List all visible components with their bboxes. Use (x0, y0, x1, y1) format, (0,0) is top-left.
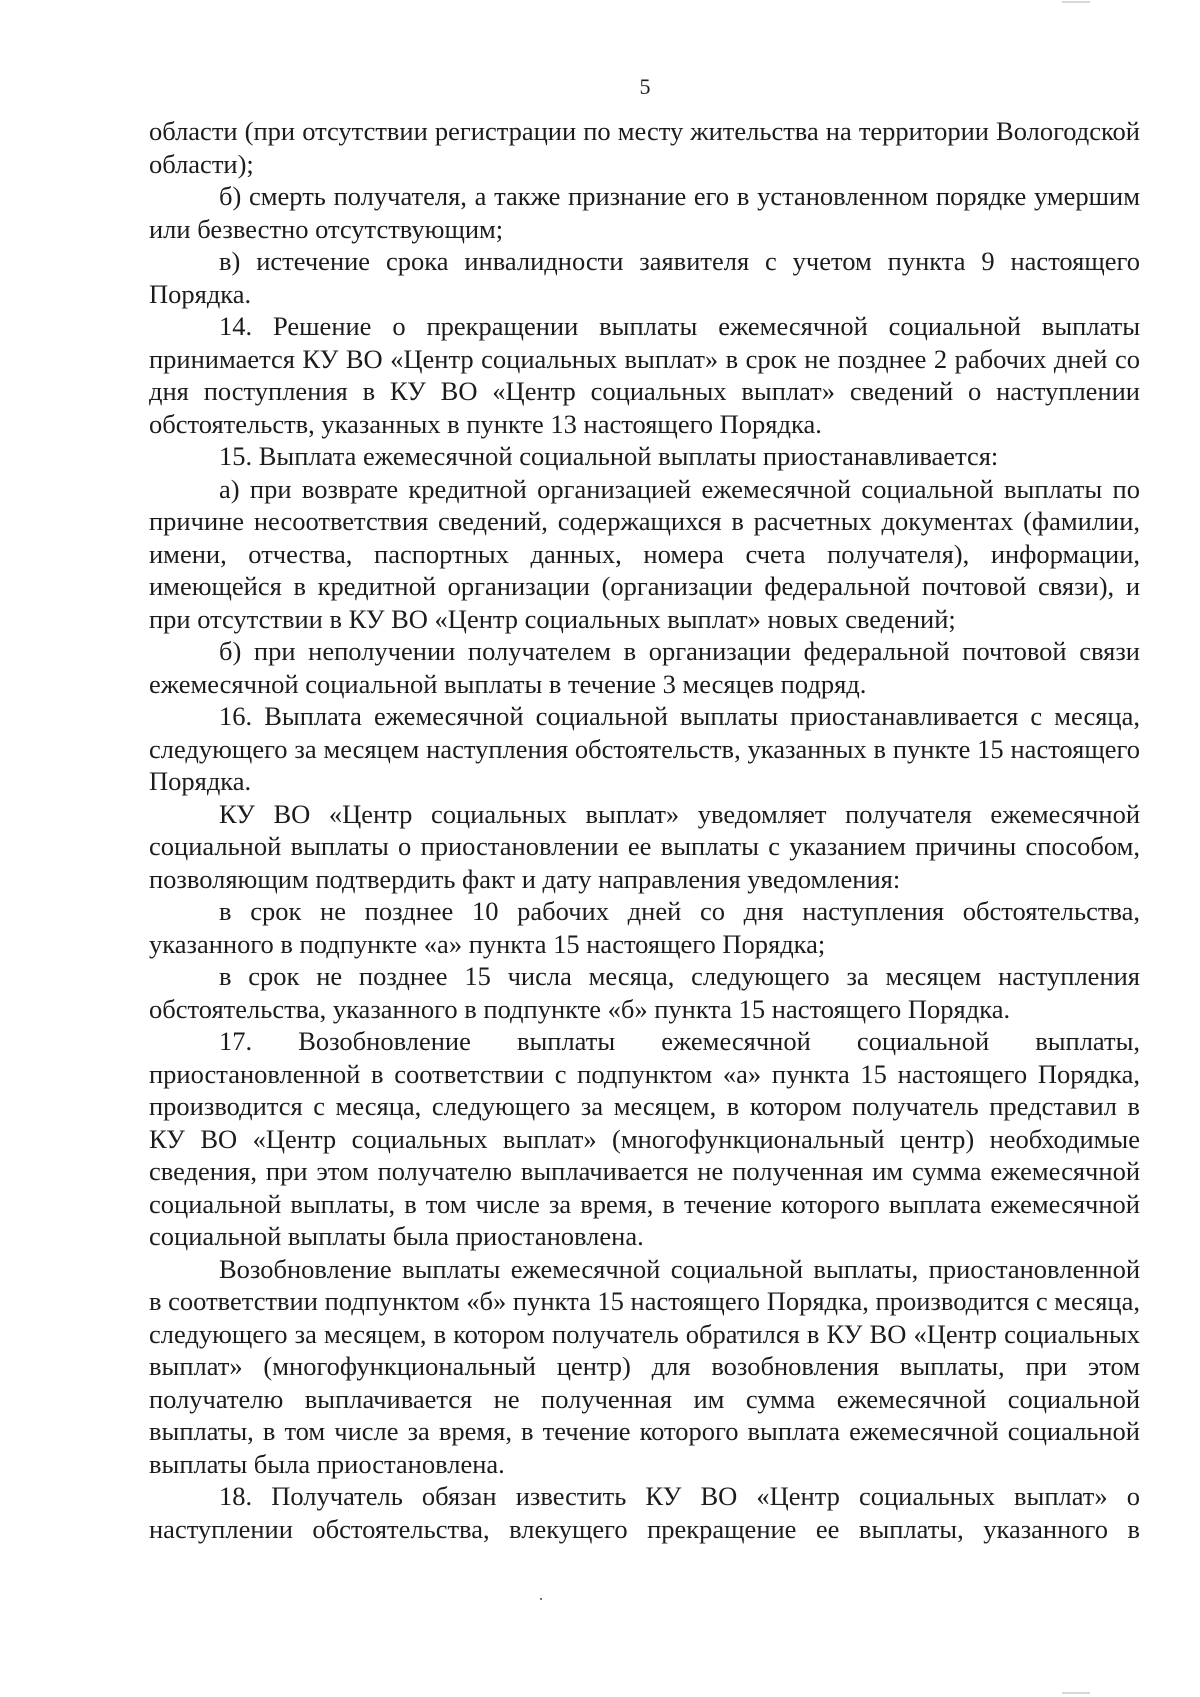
paragraph-region-continuation: области (при отсутствии регистрации по месту жительства на территории Вологодской области); (149, 116, 1140, 179)
paragraph-16-notification: КУ ВО «Центр социальных выплат» уведомляет получателя ежемесячной социальной выплаты о приостановлении ее выплаты с указанием причины способом, позволяющим подтвердить факт и дату направления уведомления: (149, 798, 1140, 894)
document-body (149, 115, 1140, 1545)
paragraph-16-suspension-start: 16. Выплата ежемесячной социальной выплаты приостанавливается с месяца, следующего за месяцем наступления обстоятельств, указанных в пункте 15 настоящего Порядка. (149, 701, 1140, 796)
paragraph-17-resumption-b: Возобновление выплаты ежемесячной социальной выплаты, приостановленной в соответствии подпунктом «б» пункта 15 настоящего Порядка, производится с месяца, следующего за месяцем, в котором получатель обратился в КУ ВО «Центр социальных выплат» (многофункциональный центр) для возобновления выплаты, при этом получателю выплачивается не полученная им сумма ежемесячной социальной выплаты, в том числе за время, в течение которого выплата ежемесячной социальной выплаты была приостановлена. (149, 1253, 1140, 1479)
paragraph-13c-disability-expiry: в) истечение срока инвалидности заявителя с учетом пункта 9 настоящего Порядка. (149, 246, 1140, 309)
scan-edge-mark-bottom (1062, 1692, 1090, 1694)
paragraph-15a-credit-return: а) при возврате кредитной организацией ежемесячной социальной выплаты по причине несоответствия сведений, содержащихся в расчетных документах (фамилии, имени, отчества, паспортных данных, номера счета получателя), информации, имеющейся в кредитной организации (организации федеральной почтовой связи), и при отсутствии в КУ ВО «Центр социальных выплат» новых сведений; (149, 473, 1140, 634)
scan-edge-mark-top (1062, 1, 1090, 3)
paragraph-15b-nonreceipt: б) при неполучении получателем в организации федеральной почтовой связи ежемесячной социальной выплаты в течение 3 месяцев подряд. (149, 636, 1140, 699)
scan-speck (540, 1598, 542, 1600)
paragraph-17-resumption-a: 17. Возобновление выплаты ежемесячной социальной выплаты, приостановленной в соответствии с подпунктом «а» пункта 15 настоящего Порядка, производится с месяца, следующего за месяцем, в котором получатель представил в КУ ВО «Центр социальных выплат» (многофункциональный центр) необходимые сведения, при этом получателю выплачивается не полученная им сумма ежемесячной социальной выплаты, в том числе за время, в течение которого выплата ежемесячной социальной выплаты была приостановлена. (149, 1026, 1140, 1251)
paragraph-16-deadline-a: в срок не позднее 10 рабочих дней со дня наступления обстоятельства, указанного в подпункте «а» пункта 15 настоящего Порядка; (149, 896, 1140, 959)
paragraph-14-termination-decision: 14. Решение о прекращении выплаты ежемесячной социальной выплаты принимается КУ ВО «Центр социальных выплат» в срок не позднее 2 рабочих дней со дня поступления в КУ ВО «Центр социальных выплат» сведений о наступлении обстоятельств, указанных в пункте 13 настоящего Порядка. (149, 311, 1140, 439)
paragraph-15-suspension: 15. Выплата ежемесячной социальной выплаты приостанавливается: (219, 441, 999, 471)
paragraph-18-obligation: 18. Получатель обязан известить КУ ВО «Центр социальных выплат» о наступлении обстоятельства, влекущего прекращение ее выплаты, указанного в (149, 1481, 1140, 1544)
paragraph-13b-death: б) смерть получателя, а также признание его в установленном порядке умершим или безвестно отсутствующим; (149, 181, 1140, 244)
page-number: 5 (639, 74, 651, 99)
paragraph-16-deadline-b: в срок не позднее 15 числа месяца, следующего за месяцем наступления обстоятельства, указанного в подпункте «б» пункта 15 настоящего Порядка. (149, 961, 1140, 1024)
